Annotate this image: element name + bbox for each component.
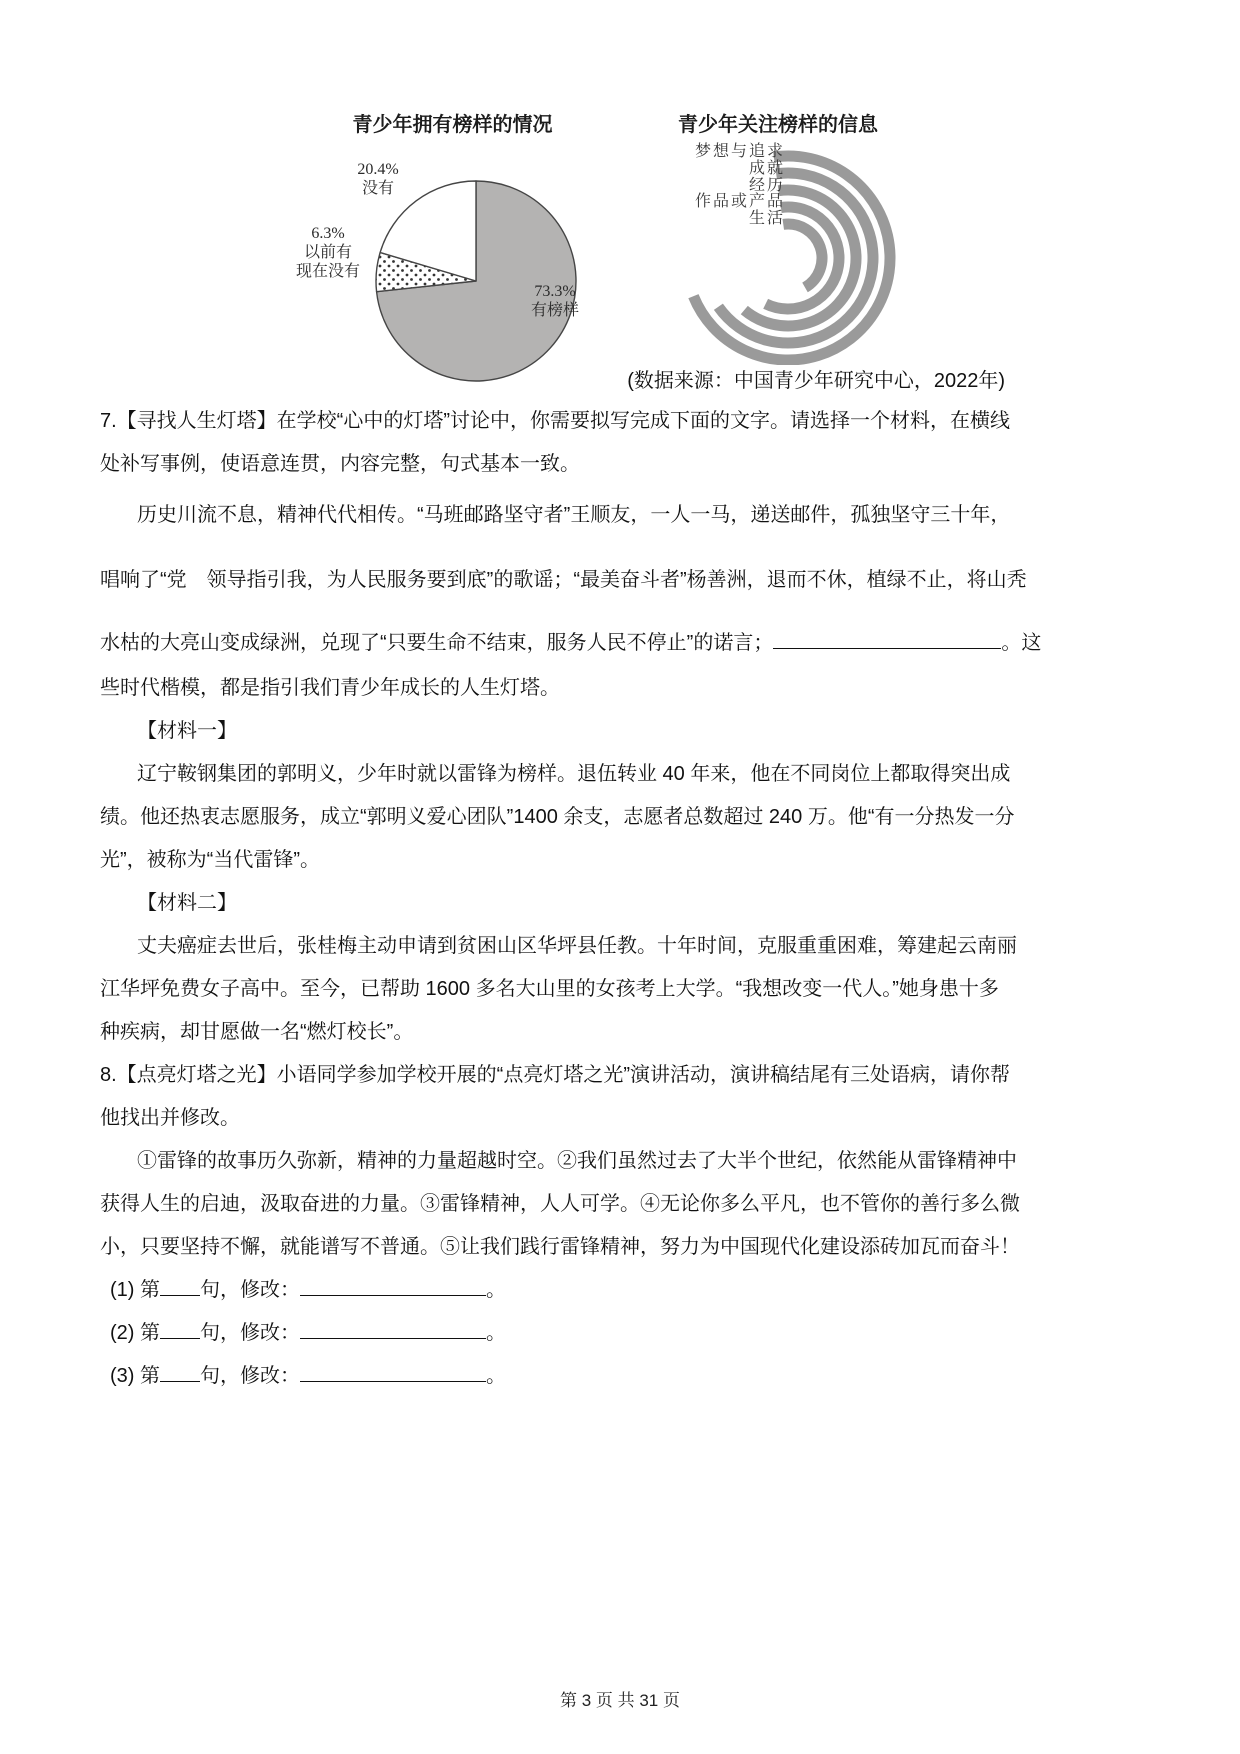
answer-2-pre: 第 <box>134 1322 161 1344</box>
radial-chart-title: 青少年关注榜样的信息 <box>678 114 878 136</box>
material-2-header: 【材料二】 <box>137 892 237 914</box>
pie-label-none-text: 没有 <box>361 180 394 197</box>
answer-3-mid: 句，修改： <box>200 1365 301 1387</box>
radial-category-achievements: 成就 <box>748 159 785 177</box>
pie-label-used-text-1: 以前有 <box>303 244 352 261</box>
pie-label-used-to-have <box>282 224 374 281</box>
q7-paragraph-line-4: 些时代楷模，都是指引我们青少年成长的人生灯塔。 <box>100 677 560 699</box>
q7-paragraph-line-2: 唱响了“党 领导指引我，为人民服务要到底”的歌谣；“最美奋斗者”杨善洲，退而不休，植绿不止，将山秃 <box>100 569 1027 591</box>
radial-category-experience: 经历 <box>748 176 785 194</box>
pie-label-none-pct: 20.4% <box>357 161 399 178</box>
pie-label-has-role-model <box>518 282 592 320</box>
radial-category-dreams: 梦想与追求 <box>694 143 785 160</box>
radial-category-life: 生活 <box>748 210 785 228</box>
q7-stem-line-1: 7.【寻找人生灯塔】在学校“心中的灯塔”讨论中，你需要拟写完成下面的文字。请选择一个材料，在横线 <box>100 410 1010 432</box>
q8-stem-line-2: 他找出并修改。 <box>100 1107 240 1129</box>
q8-speech-line-1: ①雷锋的故事历久弥新，精神的力量超越时空。②我们虽然过去了大半个世纪，依然能从雷锋精神中 <box>137 1150 1017 1172</box>
q7-paragraph-line-1: 历史川流不息，精神代代相传。“马班邮路坚守者”王顺友，一人一马，递送邮件，孤独坚守三十年， <box>137 504 1011 526</box>
answer-2-blank-correction[interactable] <box>300 1321 486 1339</box>
pie-label-none <box>338 160 418 198</box>
answer-3-blank-correction[interactable] <box>300 1364 486 1382</box>
pie-label-used-pct: 6.3% <box>311 225 345 242</box>
material-2-line-2: 江华坪免费女子高中。至今，已帮助 1600 多名大山里的女孩考上大学。“我想改变一代人。”她身患十多 <box>100 978 999 1000</box>
q7-stem-line-2: 处补写事例，使语意连贯，内容完整，句式基本一致。 <box>100 453 580 475</box>
q8-stem-line-1: 8.【点亮灯塔之光】小语同学参加学校开展的“点亮灯塔之光”演讲活动，演讲稿结尾有三处语病，请你帮 <box>100 1064 1010 1086</box>
pie-label-has-pct: 73.3% <box>534 283 576 300</box>
radial-category-labels <box>625 144 785 228</box>
q7-paragraph-line-3-text: 水枯的大亮山变成绿洲，兑现了“只要生命不结束，服务人民不停止”的诺言； <box>100 632 774 654</box>
answer-3-blank-sentence[interactable] <box>160 1364 200 1382</box>
q8-answer-row-1 <box>100 1269 1220 1312</box>
charts-figure <box>0 0 1240 400</box>
q7-paragraph-line-3 <box>100 622 1220 665</box>
data-source-note: (数据来源：中国青少年研究中心，2022年) <box>627 370 1005 392</box>
material-2-line-3: 种疾病，却甘愿做一名“燃灯校长”。 <box>100 1021 414 1043</box>
answer-1-blank-sentence[interactable] <box>160 1278 200 1296</box>
pie-chart-title: 青少年拥有榜样的情况 <box>352 114 553 136</box>
answer-2-end: 。 <box>486 1322 507 1344</box>
answer-2-number: (2) <box>110 1322 135 1344</box>
exam-body <box>100 400 1220 1398</box>
pie-label-used-text-2: 现在没有 <box>295 263 360 280</box>
answer-1-pre: 第 <box>134 1279 161 1301</box>
material-2-line-1: 丈夫癌症去世后，张桂梅主动申请到贫困山区华坪县任教。十年时间，克服重重困难，筹建起云南丽 <box>137 935 1017 957</box>
material-1-line-2: 绩。他还热衷志愿服务，成立“郭明义爱心团队”1400 余支，志愿者总数超过 240 万。他“有一分热发一分 <box>100 806 1015 828</box>
answer-1-blank-correction[interactable] <box>300 1278 486 1296</box>
pie-label-has-text: 有榜样 <box>530 302 579 319</box>
q8-speech-line-2: 获得人生的启迪，汲取奋进的力量。③雷锋精神，人人可学。④无论你多么平凡，也不管你的善行多么微 <box>100 1193 1020 1215</box>
radial-category-works: 作品或产品 <box>694 193 785 211</box>
page-number-footer: 第 3 页 共 31 页 <box>560 1691 680 1710</box>
q7-paragraph-line-3-end: 。这 <box>1001 632 1042 654</box>
answer-2-mid: 句，修改： <box>200 1322 301 1344</box>
q8-answer-row-2 <box>100 1312 1220 1355</box>
answer-3-number: (3) <box>110 1365 135 1387</box>
pie-chart-svg <box>373 178 579 384</box>
answer-1-end: 。 <box>486 1279 507 1301</box>
answer-3-end: 。 <box>486 1365 507 1387</box>
answer-3-pre: 第 <box>134 1365 161 1387</box>
material-1-line-1: 辽宁鞍钢集团的郭明义，少年时就以雷锋为榜样。退伍转业 40 年来，他在不同岗位上都取得突出成 <box>137 763 1011 785</box>
q8-speech-line-3: 小，只要坚持不懈，就能谱写不普通。⑤让我们践行雷锋精神，努力为中国现代化建设添砖加瓦而奋斗！ <box>100 1236 1020 1258</box>
q7-answer-blank[interactable] <box>773 631 1001 649</box>
answer-1-number: (1) <box>110 1279 135 1301</box>
answer-2-blank-sentence[interactable] <box>160 1321 200 1339</box>
answer-1-mid: 句，修改： <box>200 1279 301 1301</box>
material-1-header: 【材料一】 <box>137 720 237 742</box>
material-1-line-3: 光”，被称为“当代雷锋”。 <box>100 849 320 871</box>
q8-answer-row-3 <box>100 1355 1220 1398</box>
